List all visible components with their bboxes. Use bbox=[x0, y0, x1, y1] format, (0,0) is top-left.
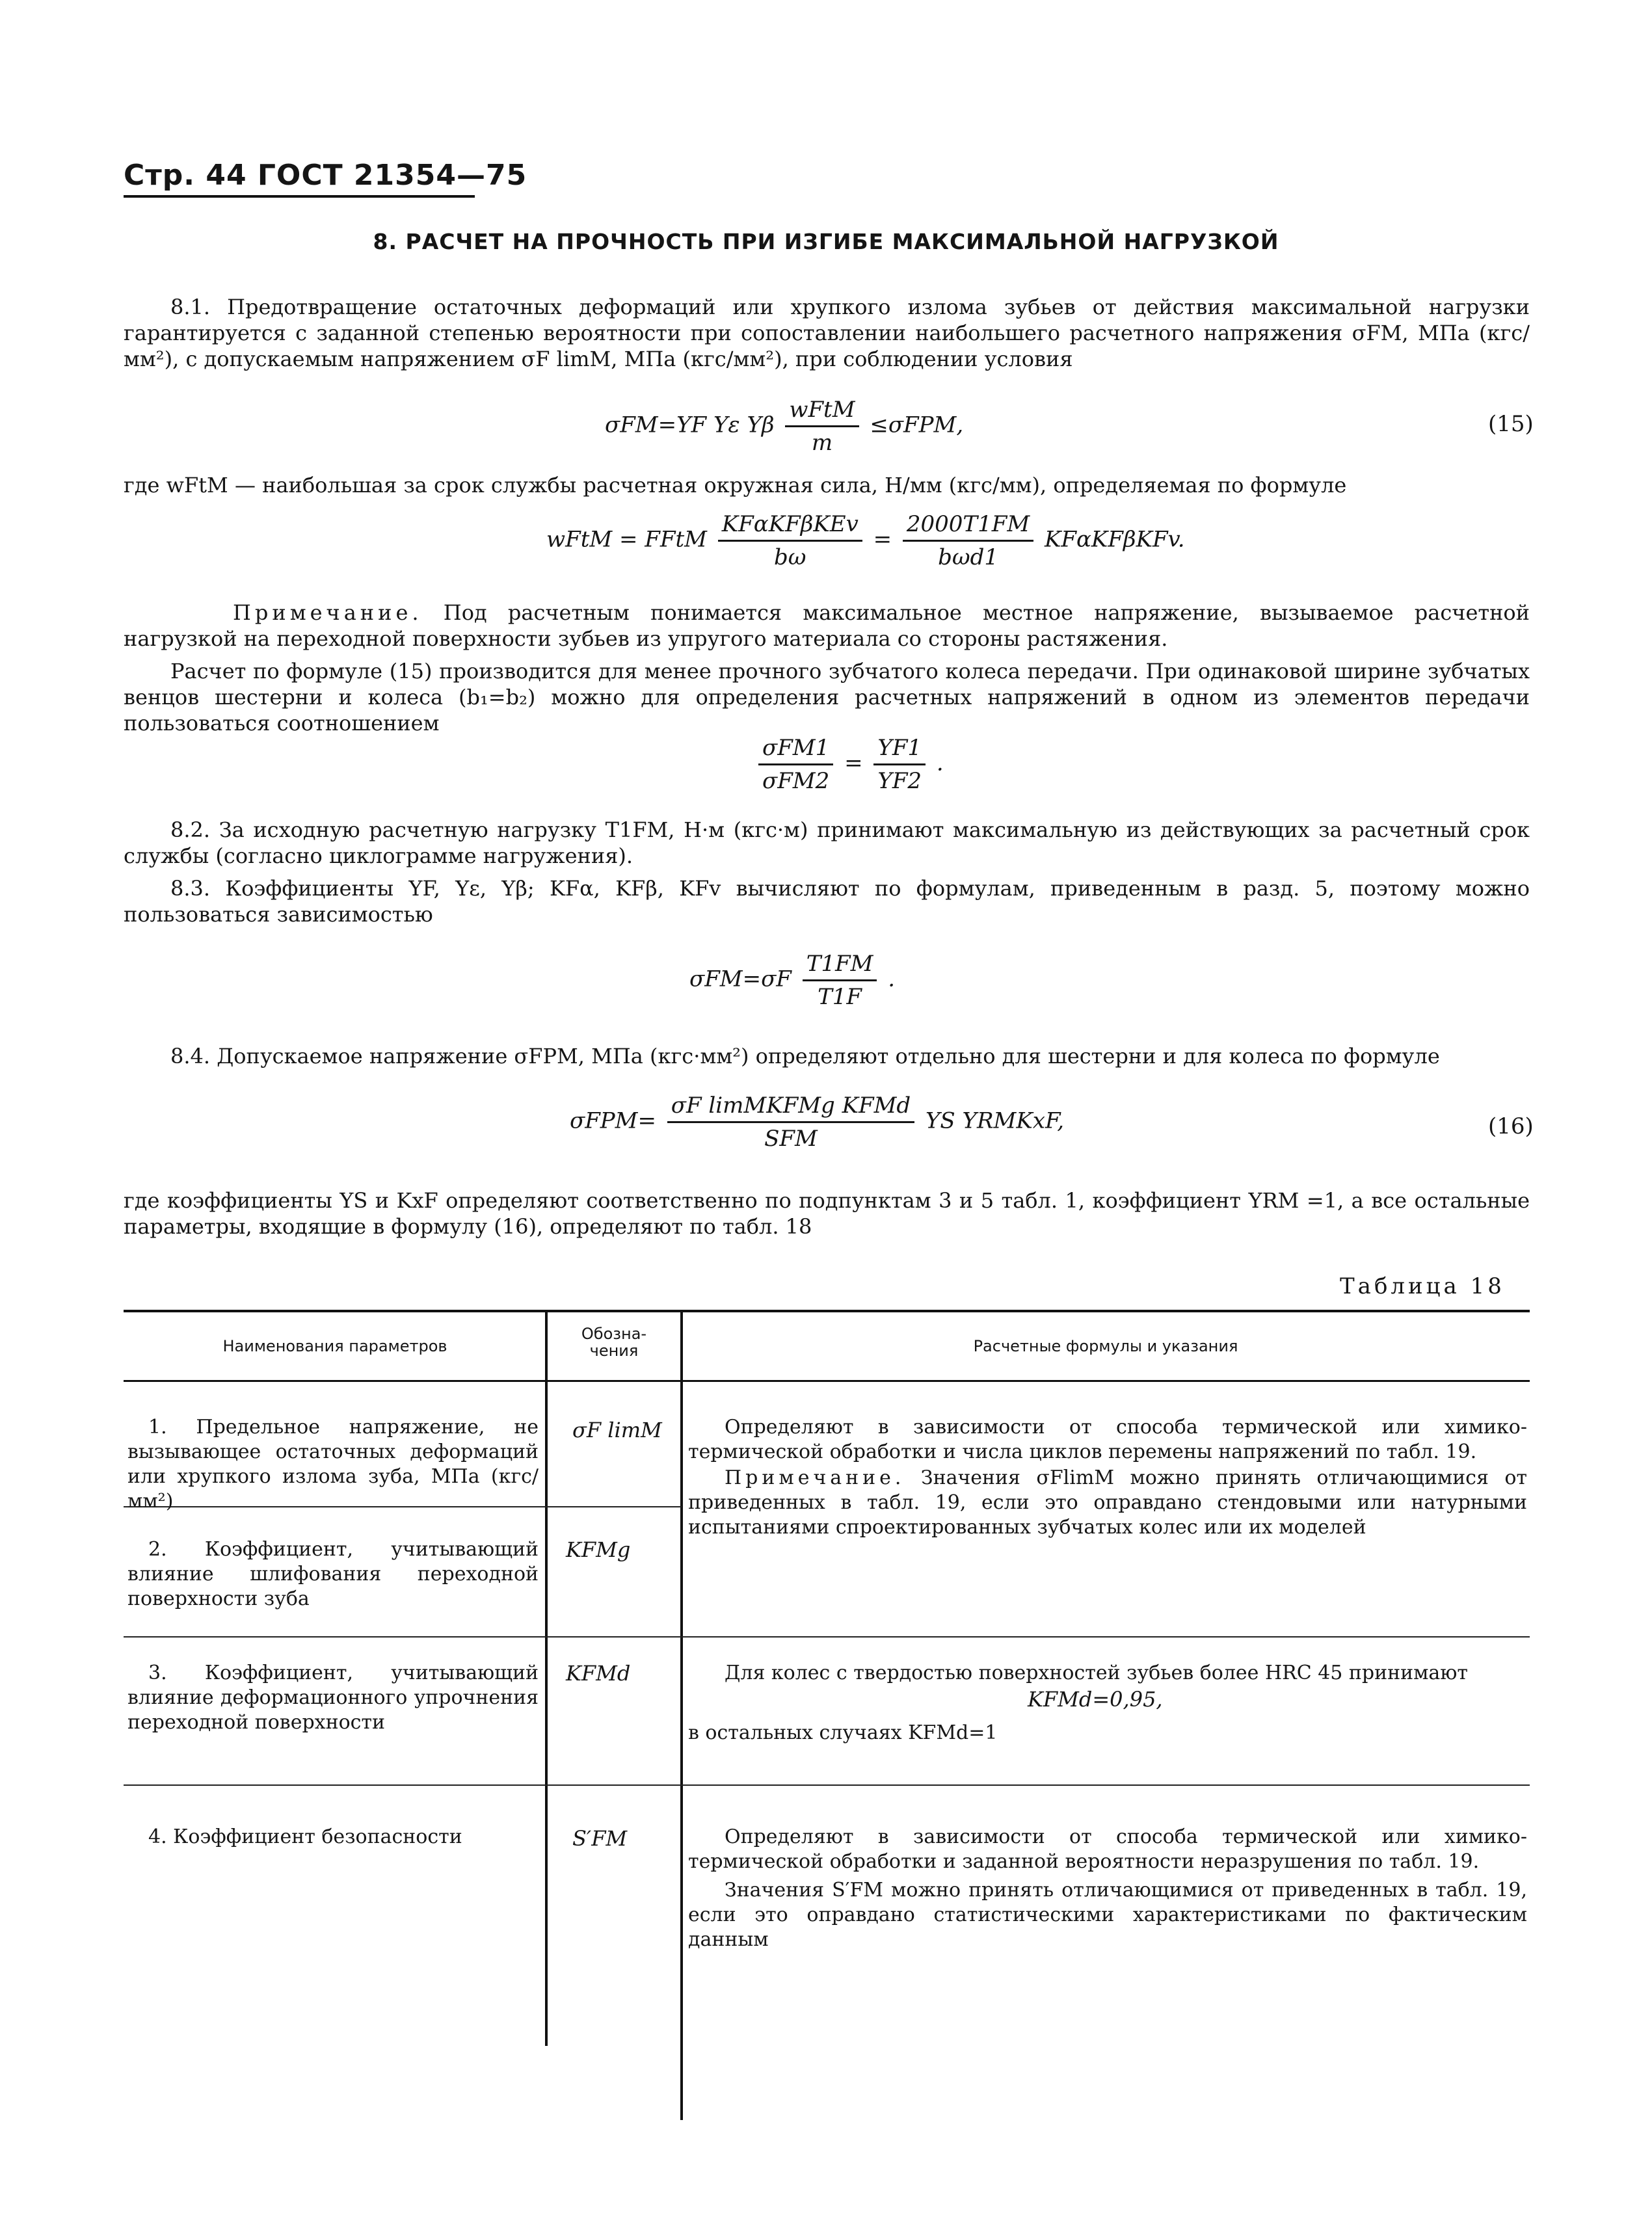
formula-15-denominator: m bbox=[785, 425, 859, 456]
table-row-1-symbol: σF limM bbox=[572, 1418, 662, 1442]
table-header-name: Наименования параметров bbox=[222, 1337, 447, 1355]
formula-wftm-denominator-2: bωd1 bbox=[903, 540, 1033, 570]
paragraph-calc-15: Расчет по формуле (15) производится для менее прочного зубчатого колеса передачи. При одинаковой ширине зубчатых венцов шестерни и колеса (b₁=b₂) можно для определения расчетных напряжений в одном из элементов передачи пользоваться соотношением bbox=[124, 659, 1530, 736]
table-row-divider-2 bbox=[124, 1636, 1530, 1638]
table-header-rule bbox=[124, 1380, 1530, 1382]
formula-15-fraction bbox=[785, 397, 859, 456]
formula-wftm-left: wFtM = FFtM bbox=[546, 526, 707, 553]
formula-wftm bbox=[546, 511, 1185, 570]
formula-wftm-numerator-1: KFαKFβKEv bbox=[721, 511, 859, 537]
formula-sigma-fm-end: . bbox=[888, 966, 896, 992]
formula-16-right: YS YRMKxF, bbox=[925, 1107, 1065, 1134]
note-paragraph bbox=[124, 600, 1530, 652]
table-row-4-name: 4. Коэффициент безопасности bbox=[148, 1825, 462, 1848]
formula-ratio-denominator-2: YF2 bbox=[873, 763, 926, 794]
table-row-1-note-text: Значения σFlimM можно принять отличающимися от приведенных в табл. 19, если это оправдано стендовыми или натурными испытаниями спроектированных зубчатых колес или их моделей bbox=[688, 1466, 1527, 1539]
formula-ratio-fraction-2 bbox=[873, 735, 926, 794]
formula-ratio bbox=[754, 735, 944, 794]
note-label: Примечание. bbox=[233, 600, 423, 625]
formula-15-numerator: wFtM bbox=[789, 397, 855, 423]
table-header-formulas: Расчетные формулы и указания bbox=[973, 1337, 1238, 1355]
formula-wftm-fraction-2 bbox=[903, 511, 1033, 570]
formula-sigma-fm-left: σFM=σF bbox=[689, 966, 792, 992]
table-caption: Таблица 18 bbox=[1340, 1273, 1505, 1299]
formula-16-denominator: SFM bbox=[667, 1121, 914, 1152]
table-row-2-name: 2. Коэффициент, учитывающий влияние шлифования переходной поверхности зуба bbox=[127, 1538, 539, 1610]
equation-number-16: (16) bbox=[1488, 1113, 1534, 1139]
table-row-3-text-2: в остальных случаях KFMd=1 bbox=[688, 1721, 998, 1744]
table-row-4-text-2: Значения S′FM можно принять отличающимися от приведенных в табл. 19, если это оправдано статистическими характеристиками по фактическим данным bbox=[688, 1879, 1527, 1951]
equation-number-15: (15) bbox=[1488, 411, 1534, 437]
formula-ratio-denominator-1: σFM2 bbox=[758, 763, 833, 794]
table-row-3-name: 3. Коэффициент, учитывающий влияние деформационного упрочнения переходной поверхности bbox=[127, 1662, 539, 1734]
formula-sigma-fm-fraction bbox=[803, 951, 877, 1010]
formula-ratio-equals: = bbox=[844, 750, 863, 776]
formula-16 bbox=[570, 1093, 1064, 1152]
paragraph-8-2: 8.2. За исходную расчетную нагрузку T1FM, Н·м (кгс·м) принимают максимальную из действующих за расчетный срок службы (согласно циклограмме нагружения). bbox=[124, 817, 1530, 868]
formula-16-left: σFPM= bbox=[570, 1107, 656, 1134]
formula-ratio-numerator-1: σFM1 bbox=[762, 735, 830, 761]
formula-ratio-fraction-1 bbox=[758, 735, 833, 794]
table-row-1-text: Определяют в зависимости от способа термической или химико-термической обработки и числа циклов перемены напряжений по табл. 19. bbox=[688, 1416, 1527, 1463]
formula-wftm-fraction-1 bbox=[718, 511, 862, 570]
table-row-1-note bbox=[688, 1466, 1527, 1540]
formula-sigma-fm bbox=[689, 951, 895, 1010]
section-title: 8. РАСЧЕТ НА ПРОЧНОСТЬ ПРИ ИЗГИБЕ МАКСИМАЛЬНОЙ НАГРУЗКОЙ bbox=[373, 229, 1279, 254]
formula-sigma-fm-numerator: T1FM bbox=[806, 951, 873, 977]
note-text: Под расчетным понимается максимальное местное напряжение, вызываемое расчетной нагрузкой на переходной поверхности зубьев из упругого материала со стороны растяжения. bbox=[124, 600, 1530, 651]
formula-ratio-numerator-2: YF1 bbox=[877, 735, 922, 761]
formula-ratio-end: . bbox=[936, 750, 944, 776]
table-row-1-note-label: Примечание. bbox=[725, 1466, 905, 1489]
table-row-1-name: 1. Предельное напряжение, не вызывающее остаточных деформаций или хрупкого излома зуба, МПа (кгс/мм²) bbox=[127, 1416, 539, 1513]
formula-16-numerator: σF limMKFMg KFMd bbox=[671, 1093, 911, 1119]
table-top-rule bbox=[124, 1310, 1530, 1312]
formula-wftm-denominator-1: bω bbox=[718, 540, 862, 570]
formula-16-fraction bbox=[667, 1093, 914, 1152]
paragraph-8-4: 8.4. Допускаемое напряжение σFPM, МПа (кгс·мм²) определяют отдельно для шестерни и для колеса по формуле bbox=[170, 1044, 1440, 1068]
paragraph-8-1: 8.1. Предотвращение остаточных деформаций или хрупкого излома зубьев от действия максимальной нагрузки гарантируется с заданной степенью вероятности при сопоставлении наибольшего расчетного напряжения σFM, МПа (кгс/мм²), с допускаемым напряжением σF limM, МПа (кгс/мм²), при соблюдении условия bbox=[124, 295, 1530, 371]
formula-15-left: σFM=YF Yε Yβ bbox=[605, 412, 775, 438]
table-row-2-symbol: KFMg bbox=[566, 1537, 631, 1562]
table-row-3-symbol: KFMd bbox=[566, 1661, 631, 1686]
formula-wftm-right: KFαKFβKFv. bbox=[1044, 526, 1185, 553]
paragraph-8-3: 8.3. Коэффициенты YF, Yε, Yβ; KFα, KFβ, KFv вычисляют по формулам, приведенным в разд. 5, поэтому можно пользоваться зависимостью bbox=[124, 876, 1530, 927]
formula-15 bbox=[605, 397, 963, 456]
page-header: Стр. 44 ГОСТ 21354—75 bbox=[124, 159, 527, 192]
header-rule bbox=[124, 195, 475, 198]
paragraph-where-w: где wFtM — наибольшая за срок службы расчетная окружная сила, Н/мм (кгс/мм), определяемая по формуле bbox=[124, 473, 1347, 497]
formula-15-right: ≤σFPM, bbox=[870, 412, 964, 438]
table-row-4-text: Определяют в зависимости от способа термической или химико-термической обработки и заданной вероятности неразрушения по табл. 19. bbox=[688, 1825, 1527, 1873]
table-column-divider-2-lower bbox=[680, 1639, 683, 2120]
formula-wftm-numerator-2: 2000T1FM bbox=[906, 511, 1030, 537]
table-row-3-formula: KFMd=0,95, bbox=[1028, 1687, 1163, 1712]
table-row-4-symbol: S′FM bbox=[572, 1826, 628, 1851]
table-row-divider-1b bbox=[545, 1506, 682, 1507]
table-column-divider-1-lower bbox=[545, 1639, 548, 2008]
table-header-symbol: Обозна- чения bbox=[581, 1325, 647, 1360]
table-row-3-text: Для колес с твердостью поверхностей зубьев более HRC 45 принимают bbox=[725, 1662, 1469, 1684]
table-row-divider-3 bbox=[124, 1784, 1530, 1786]
formula-sigma-fm-denominator: T1F bbox=[803, 979, 877, 1010]
paragraph-where-coefficients: где коэффициенты YS и KxF определяют соответственно по подпунктам 3 и 5 табл. 1, коэффициент YRM =1, а все остальные параметры, входящие в формулу (16), определяют по табл. 18 bbox=[124, 1188, 1530, 1239]
formula-wftm-equals: = bbox=[873, 526, 892, 553]
